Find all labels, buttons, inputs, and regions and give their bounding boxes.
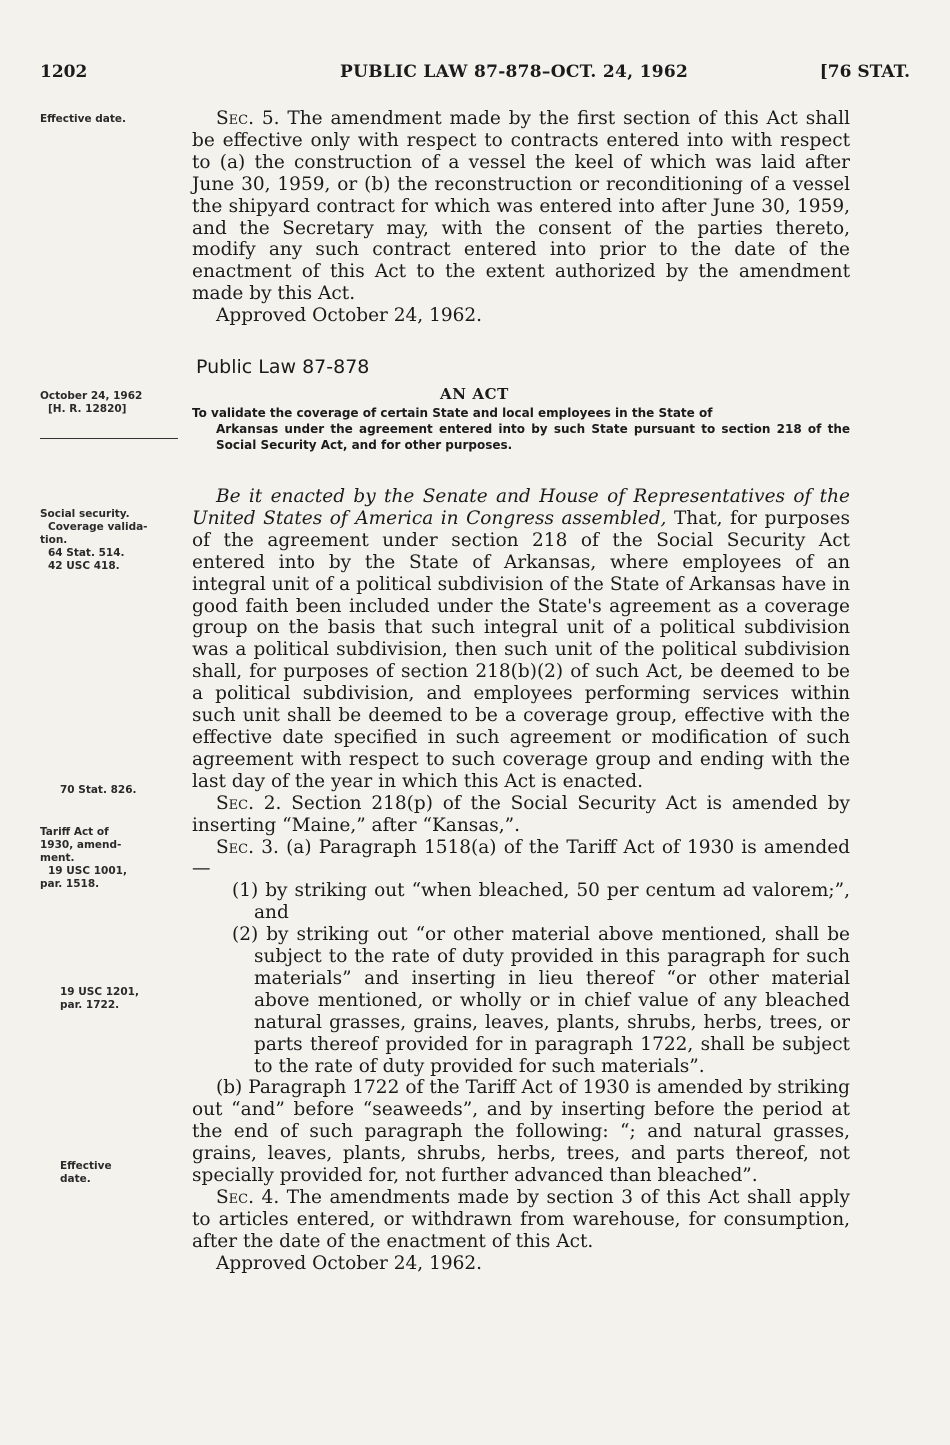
section-3-b-paragraph: (b) Paragraph 1722 of the Tariff Act of 1930 is amended by striking out “and” before “seaweeds”, and by inserting before the period at the end of such paragraph the following: “; and natural grasses, grains, leaves, plants, shrubs, herbs, trees, and parts thereof, not specially provided for, not further advanced than bleached”. [192,1077,850,1187]
section-3-item-1: (1) by striking out “when bleached, 50 per centum ad valorem;”, and [232,880,850,924]
margin-note-law-date: October 24, 1962 [H. R. 12820] [40,390,143,415]
approval-line: Approved October 24, 1962. [216,1252,483,1274]
margin-note-effective-date-2: Effective date. [60,1160,112,1185]
section-label: Sec. 2. [216,792,282,814]
enacting-paragraph [192,486,850,793]
running-head: PUBLIC LAW 87-878–OCT. 24, 1962 [340,62,689,82]
act-body [192,486,850,1275]
section-text: The amendments made by section 3 of this Act shall apply to articles entered, or withdrawn from warehouse, for consumption, after the date of the enactment of this Act. [192,1187,850,1252]
section-5-paragraph [192,108,850,305]
approval-line: Approved October 24, 1962. [216,305,483,327]
margin-note-stat-826: 70 Stat. 826. [60,784,137,796]
section-label: Sec. 5. [216,108,280,129]
act-description [192,405,850,453]
margin-note-social-security: Social security. Coverage valida- tion. 64 Stat. 514. 42 USC 418. [40,508,148,572]
margin-note-usc-1201: 19 USC 1201, par. 1722. [60,986,139,1011]
act-description-rest: Arkansas under the agreement entered into by such State pursuant to section 218 of the Social Security Act, and for other purposes. [216,422,850,452]
an-act-heading: AN ACT [440,385,509,403]
enacting-text: That, for purposes of the agreement under section 218 of the Social Security Act entered into by the State of Arkansas, where employees of an integral unit of a political subdivision of the State of Arkansas have in good faith been included under the State's agreement as a coverage group on the basis that such integral unit of a political subdivision was a political subdivision, then such unit of the political subdivision shall, for purposes of section 218(b)(2) of such Act, be deemed to be a political subdivision, and employees performing services within such unit shall be deemed to be a coverage group, effective with the effective date specified in such agreement or modification of such agreement with respect to such coverage group and ending with the last day of the year in which this Act is enacted. [192,507,850,792]
margin-note-tariff-act: Tariff Act of 1930, amend- ment. 19 USC 1001, par. 1518. [40,826,127,890]
section-2-paragraph [192,793,850,837]
section-text: (a) Paragraph 1518(a) of the Tariff Act of 1930 is amended— [192,836,850,880]
section-text: Section 218(p) of the Social Security Act is amended by inserting “Maine,” after “Kansas,”. [192,792,850,836]
enacting-clause: Be it enacted by the Senate and House of Representatives of the United States of America in Congress assembled, [192,486,850,529]
page-number: 1202 [40,62,88,82]
section-3-item-2: (2) by striking out “or other material above mentioned, shall be subject to the rate of duty provided in this paragraph for such materials” and inserting in lieu thereof “or other material above mentioned, or wholly or in chief value of any bleached natural grasses, grains, leaves, plants, shrubs, herbs, trees, or parts thereof provided for in paragraph 1722, shall be subject to the rate of duty provided for such materials”. [232,924,850,1077]
public-law-title: Public Law 87-878 [196,356,370,378]
section-5 [192,108,850,327]
section-4-paragraph [192,1187,850,1253]
section-3-paragraph [192,837,850,881]
section-label: Sec. 3. [216,836,279,858]
section-label: Sec. 4. [216,1187,280,1208]
act-description-first-line: To validate the coverage of certain State and local employees in the State of [192,406,713,420]
margin-note-effective-date: Effective date. [40,113,126,125]
statute-reference: [76 STAT. [819,62,910,82]
page-header [40,62,910,92]
margin-divider [40,438,178,439]
section-text: The amendment made by the first section of this Act shall be effective only with respect to contracts entered into with respect to (a) the construction of a vessel the keel of which was laid after June 30, 1959, or (b) the reconstruction or reconditioning of a vessel the shipyard contract for which was entered into after June 30, 1959, and the Secretary may, with the consent of the parties thereto, modify any such contract entered into prior to the date of the enactment of this Act to the extent authorized by the amendment made by this Act. [192,108,850,305]
